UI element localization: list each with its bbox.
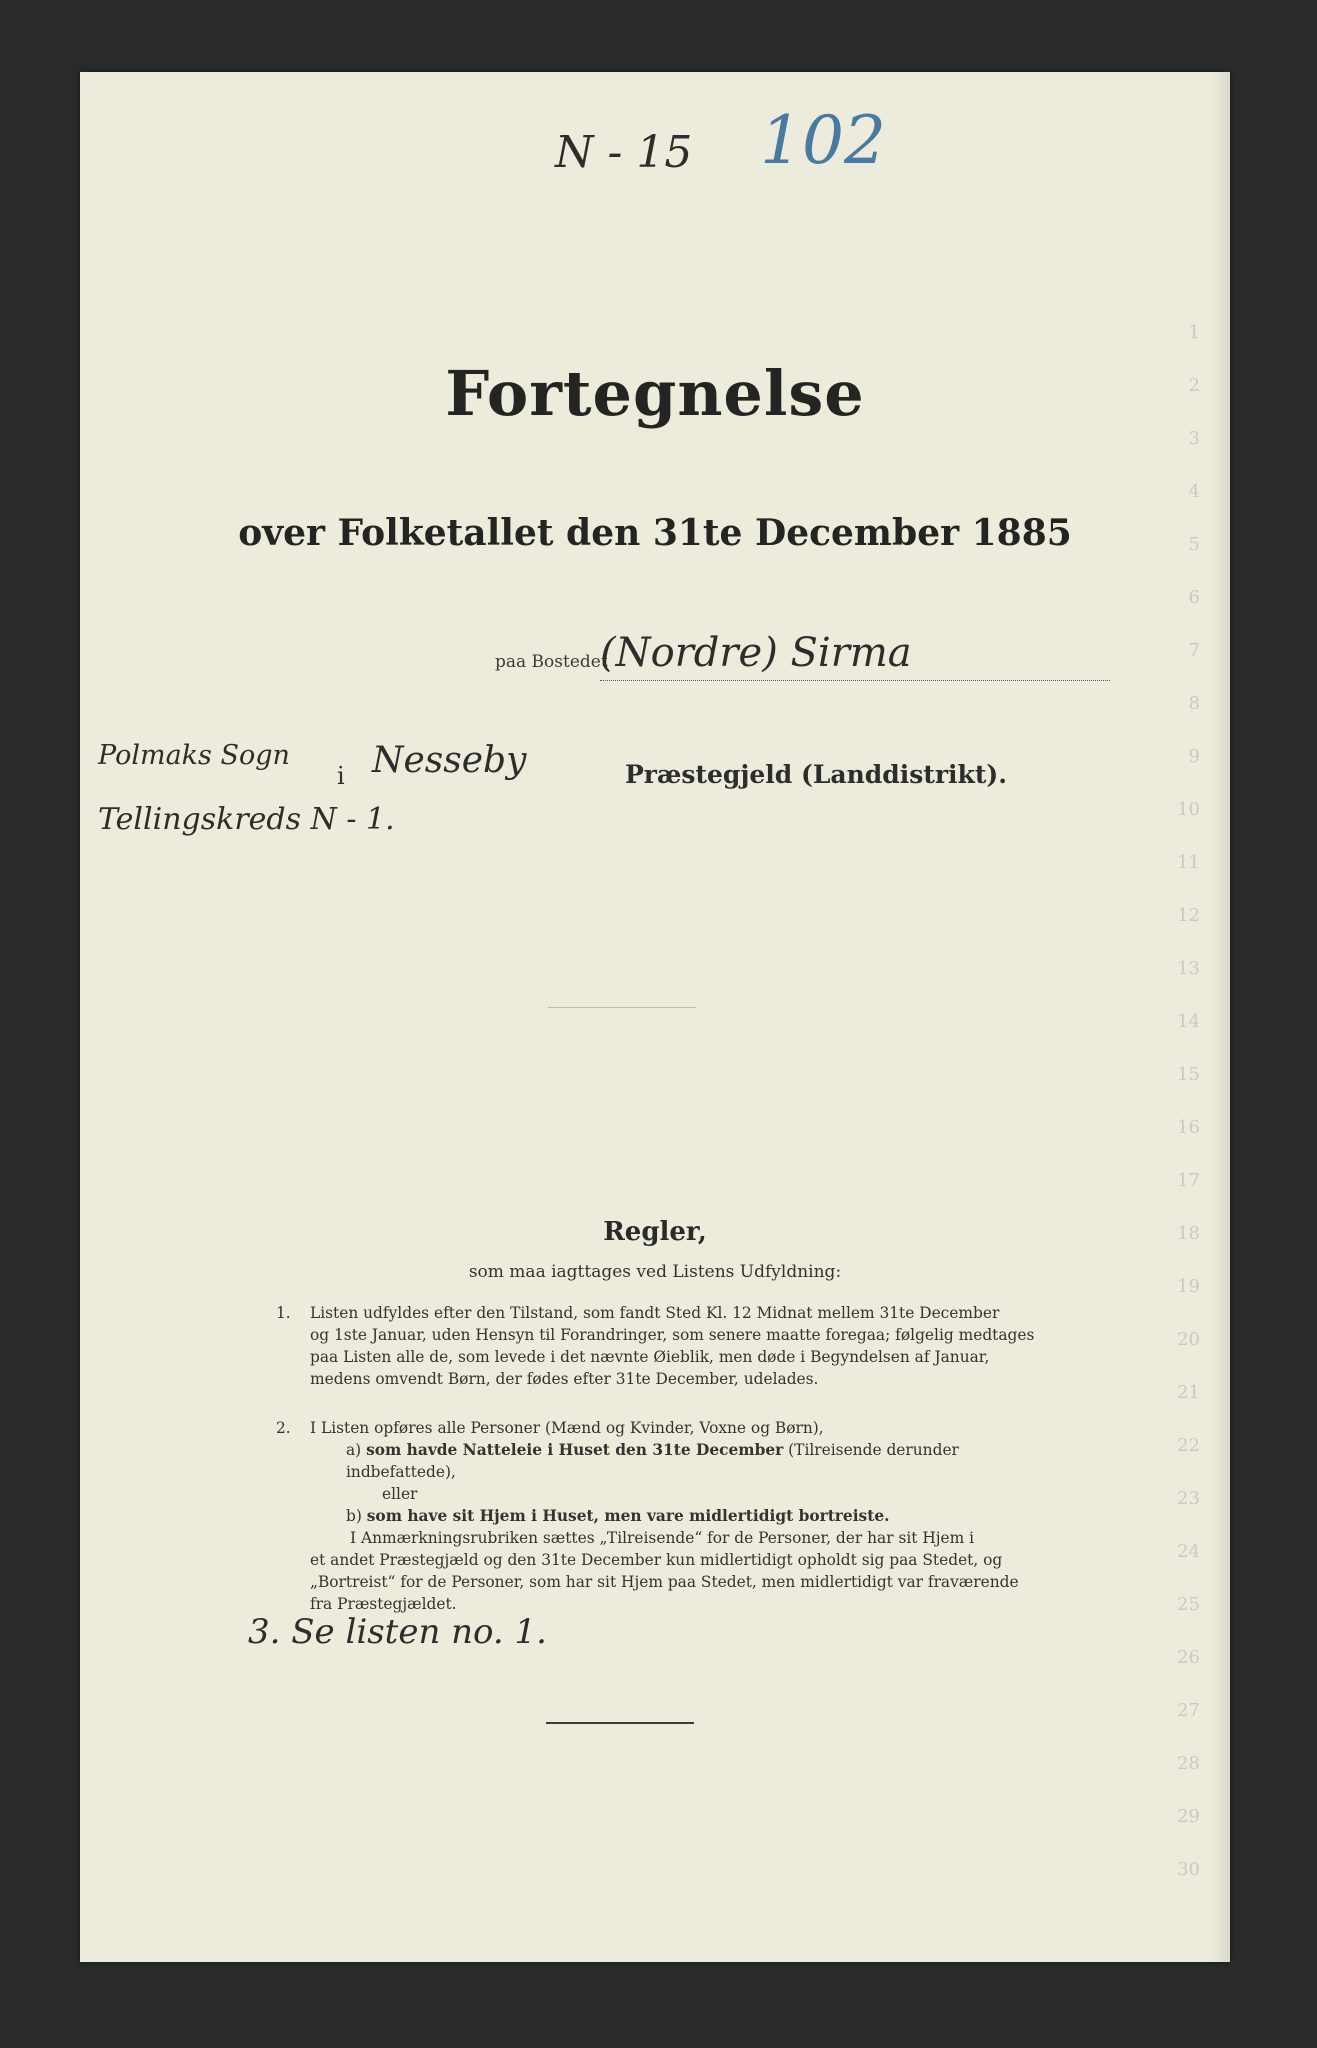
sogn-connector: i <box>337 762 345 790</box>
bleed-through-margin-numbers: 1 2 3 4 5 6 7 8 9 10 11 12 13 14 15 16 17 18 19 20 21 22 23 24 25 26 27 28 29 30 <box>1177 322 1200 1880</box>
sogn-handwritten: Polmaks Sogn <box>98 740 290 771</box>
rule-2-number: 2. <box>276 1419 291 1437</box>
rule-2-note-line: fra Præstegjældet. <box>310 1595 457 1613</box>
rules-subtitle: som maa iagttages ved Listens Udfyldning: <box>468 1262 842 1282</box>
rule-2-note-line: I Anmærkningsrubriken sættes „Tilreisende“ for de Personer, der har sit Hjem i <box>350 1529 975 1547</box>
rule-2-intro: I Listen opføres alle Personer (Mænd og Kvinder, Voxne og Børn), <box>310 1419 824 1437</box>
rule-1-line: medens omvendt Børn, der fødes efter 31te December, udelades. <box>310 1370 819 1388</box>
page-subtitle: over Folketallet den 31te December 1885 <box>238 512 1072 554</box>
rule-2-a-prefix: a) <box>346 1441 362 1459</box>
rule-2-note-line: et andet Præstegjæld og den 31te December kun midlertidigt opholdt sig paa Stedet, og <box>310 1551 1003 1569</box>
closing-rule <box>546 1722 694 1724</box>
rule-2-a-bold: som havde Natteleie i Huset den 31te December <box>366 1441 784 1459</box>
rule-2-a <box>346 1439 1056 1483</box>
rule-2-b-prefix: b) <box>346 1507 362 1525</box>
prestegjeld-handwritten: Nesseby <box>372 740 527 781</box>
prestegjeld-label: Præstegjeld (Landdistrikt). <box>625 760 1007 789</box>
bosted-dotted-line <box>600 680 1110 681</box>
census-form-page <box>80 72 1230 1962</box>
rule-2-eller: eller <box>382 1485 418 1503</box>
rule-2-a-rest: (Tilreisende derunder indbefattede), <box>346 1441 959 1481</box>
rule-1 <box>276 1302 1056 1390</box>
bosted-handwritten: (Nordre) Sirma <box>600 630 912 676</box>
rule-1-line: Listen udfyldes efter den Tilstand, som fandt Sted Kl. 12 Midnat mellem 31te December <box>310 1304 1000 1322</box>
handwritten-blue-number: 102 <box>760 102 886 179</box>
rule-1-line: paa Listen alle de, som levede i det nævnte Øieblik, men døde i Begyndelsen af Januar, <box>310 1348 990 1366</box>
rule-1-number: 1. <box>276 1304 291 1322</box>
page-title: Fortegnelse <box>445 357 865 430</box>
divider-rule <box>548 1007 696 1008</box>
rule-2-b <box>346 1505 1056 1527</box>
bottom-handwritten-note: 3. Se listen no. 1. <box>248 1612 547 1652</box>
tellingskreds-handwritten: Tellingskreds N - 1. <box>98 802 395 837</box>
bosted-label: paa Bostedet <box>495 652 608 672</box>
rule-2 <box>276 1417 1056 1615</box>
rules-title: Regler, <box>603 1217 707 1247</box>
handwritten-list-number: N - 15 <box>555 127 693 178</box>
rule-1-line: og 1ste Januar, uden Hensyn til Forandringer, som senere maatte foregaa; følgelig medtages <box>310 1326 1035 1344</box>
rule-2-b-bold: som have sit Hjem i Huset, men vare midlertidigt bortreiste. <box>366 1507 890 1525</box>
rule-2-note-line: „Bortreist“ for de Personer, som har sit Hjem paa Stedet, men midlertidigt var fraværende <box>310 1573 1019 1591</box>
